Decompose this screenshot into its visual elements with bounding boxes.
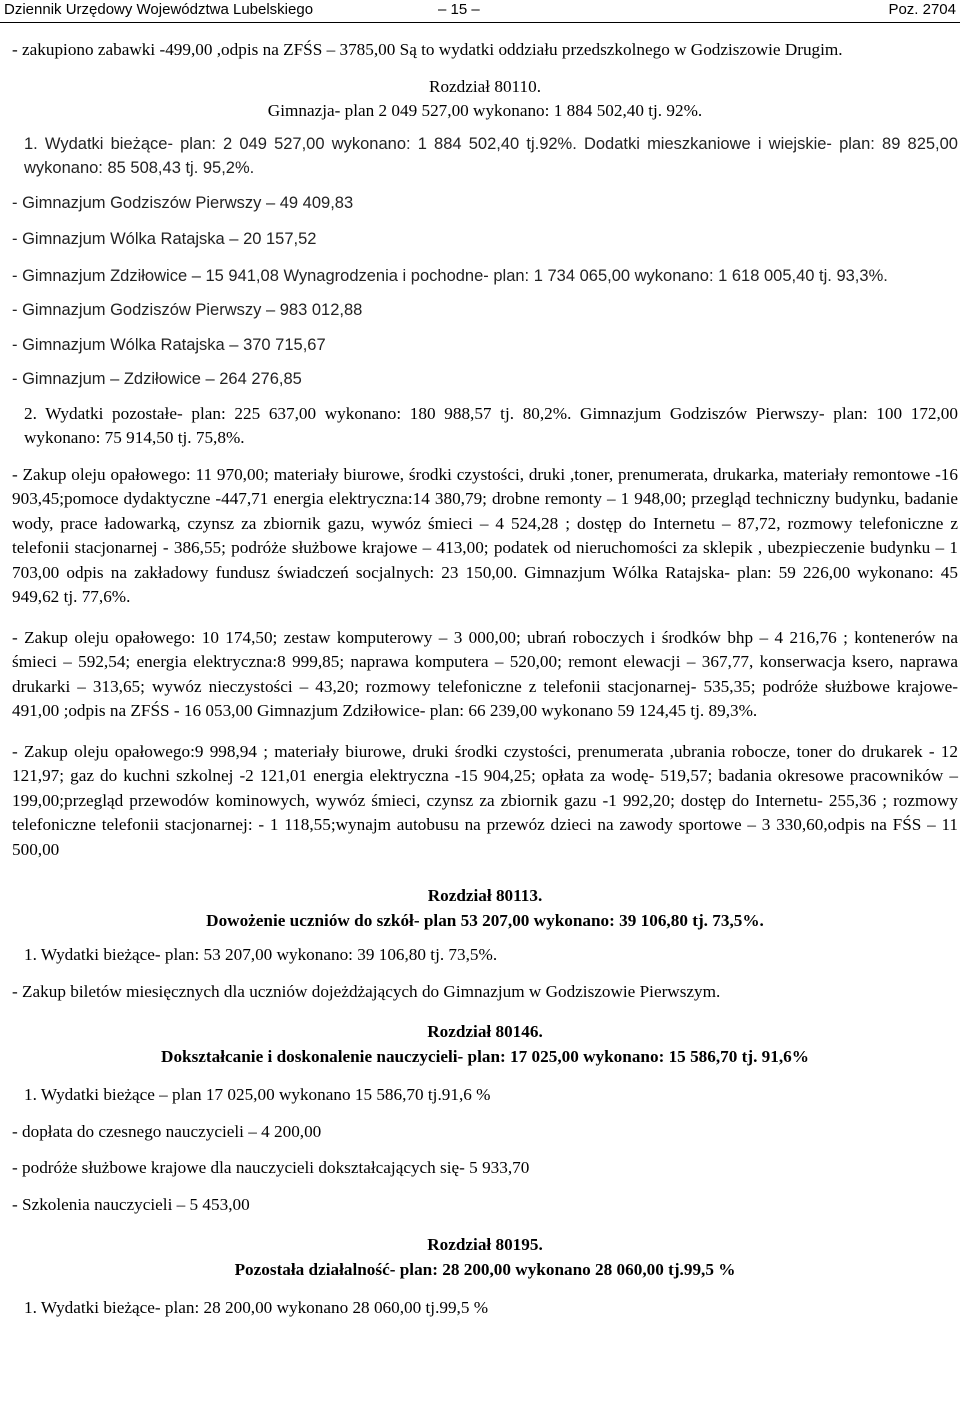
paragraph: - Zakup oleju opałowego:9 998,94 ; materiały biurowe, druki środki czystości, prenumerata ,ubrania robocze, toner do drukarek - 12 121,97; gaz do kuchni szkolnej -2 121,01 energia elektryczna -15 904,25; opłata za wodę- 519,57; badania okresowe pracowników – 199,00;przegląd przewodów kominowych, wywóz śmieci, czynsz za zbiornik gazu -1 992,20; dostęp do Internetu- 255,36 ; rozmowy telefoniczne telefonii stacjonarnej: - 1 118,55;wynajm autobusu na przewóz dzieci na zawody sportowe – 3 330,60,odpis na FŚS – 11 500,00 [12, 741, 958, 859]
list-item: - podróże służbowe krajowe dla nauczycieli dokształcających się- 5 933,70 [12, 1158, 530, 1177]
position-number: Poz. 2704 [888, 1, 956, 18]
paragraph: 1. Wydatki bieżące- plan: 28 200,00 wykonano 28 060,00 tj.99,5 % [24, 1298, 489, 1317]
list-item: - Gimnazjum – Zdziłowice – 264 276,85 [12, 370, 302, 388]
list-item: - Gimnazjum Wólka Ratajska – 20 157,52 [12, 230, 317, 248]
document-body [12, 38, 958, 1321]
section-subheading: Dokształcanie i doskonalenie nauczycieli- plan: 17 025,00 wykonano: 15 586,70 tj. 91,6% [161, 1046, 809, 1066]
paragraph: - Zakup biletów miesięcznych dla uczniów dojeżdżających do Gimnazjum w Godziszowie Pierwszym. [12, 981, 721, 1001]
page-number: – 15 – [438, 1, 480, 18]
paragraph: 2. Wydatki pozostałe- plan: 225 637,00 wykonano: 180 988,57 tj. 80,2%. Gimnazjum Godziszów Pierwszy- plan: 100 172,00 wykonano: 75 914,50 tj. 75,8%. [24, 403, 958, 447]
list-item: - Gimnazjum Wólka Ratajska – 370 715,67 [12, 335, 326, 354]
list-item: - Gimnazjum Godziszów Pierwszy – 983 012,88 [12, 301, 363, 319]
paragraph: 1. Wydatki bieżące- plan: 53 207,00 wykonano: 39 106,80 tj. 73,5%. [24, 945, 498, 964]
list-item: - dopłata do czesnego nauczycieli – 4 200,00 [12, 1121, 322, 1141]
section-heading: Rozdział 80195. [427, 1235, 543, 1254]
section-heading: Rozdział 80113. [427, 886, 543, 905]
section-heading: Rozdział 80110. [428, 76, 541, 96]
list-item: - Szkolenia nauczycieli – 5 453,00 [12, 1194, 250, 1214]
section-heading: Rozdział 80146. [427, 1022, 543, 1041]
paragraph: 1. Wydatki bieżące- plan: 2 049 527,00 wykonano: 1 884 502,40 tj.92%. Dodatki mieszkaniowe i wiejskie- plan: 89 825,00 wykonano: 85 508,43 tj. 95,2%. [24, 134, 958, 177]
journal-title: Dziennik Urzędowy Województwa Lubelskiego [4, 1, 314, 18]
paragraph: - zakupiono zabawki -499,00 ,odpis na ZFŚS – 3785,00 Są to wydatki oddziału przedszkolnego w Godziszowie Drugim. [12, 40, 843, 59]
paragraph: - Zakup oleju opałowego: 10 174,50; zestaw komputerowy – 3 000,00; ubrań roboczych i środków bhp – 4 216,76 ; kontenerów na śmieci – 592,54; energia elektryczna:8 999,85; naprawa komputera – 520,00; remont elewacji – 367,77, konserwacja ksero, naprawa drukarki – 313,65; wywóz nieczystości – 43,20; rozmowy telefoniczne z telefonii stacjonarnej- 535,35; podróże służbowe krajowe-491,00 ;odpis na ZFŚS - 16 053,00 Gimnazjum Zdziłowice- plan: 66 239,00 wykonano 59 124,45 tj. 89,3%. [12, 627, 958, 720]
paragraph: - Zakup oleju opałowego: 11 970,00; materiały biurowe, środki czystości, druki ,toner, prenumerata, drukarka, materiały remontowe -16 903,45;pomoce dydaktyczne -447,71 energia elektryczna:14 380,79; drobne remonty – 1 948,00; przegląd techniczny budynku, badanie wody, prace ładowarką, czynsz za zbiornik gazu, wywóz śmieci – 4 524,28 ; dostęp do Internetu – 87,72, rozmowy telefoniczne z telefonii stacjonarnej - 386,55; podróże służbowe krajowe – 413,00; podatek od nieruchomości za sklepik , ubezpieczenie budynku – 1 703,00 odpis na zakładowy fundusz świadczeń socjalnych: 23 150,00. Gimnazjum Wólka Ratajska- plan: 59 226,00 wykonano: 45 949,62 tj. 77,6%. [12, 464, 958, 606]
page-header [0, 0, 960, 23]
list-item: - Gimnazjum Godziszów Pierwszy – 49 409,83 [12, 193, 354, 212]
section-subheading: Dowożenie uczniów do szkół- plan 53 207,00 wykonano: 39 106,80 tj. 73,5%. [206, 910, 764, 930]
paragraph: 1. Wydatki bieżące – plan 17 025,00 wykonano 15 586,70 tj.91,6 % [24, 1085, 491, 1104]
list-item: - Gimnazjum Zdziłowice – 15 941,08 Wynagrodzenia i pochodne- plan: 1 734 065,00 wykonano: 1 618 005,40 tj. 93,3%. [12, 266, 888, 285]
section-subheading: Pozostała działalność- plan: 28 200,00 wykonano 28 060,00 tj.99,5 % [234, 1259, 736, 1279]
section-subheading: Gimnazja- plan 2 049 527,00 wykonano: 1 884 502,40 tj. 92%. [267, 101, 703, 120]
